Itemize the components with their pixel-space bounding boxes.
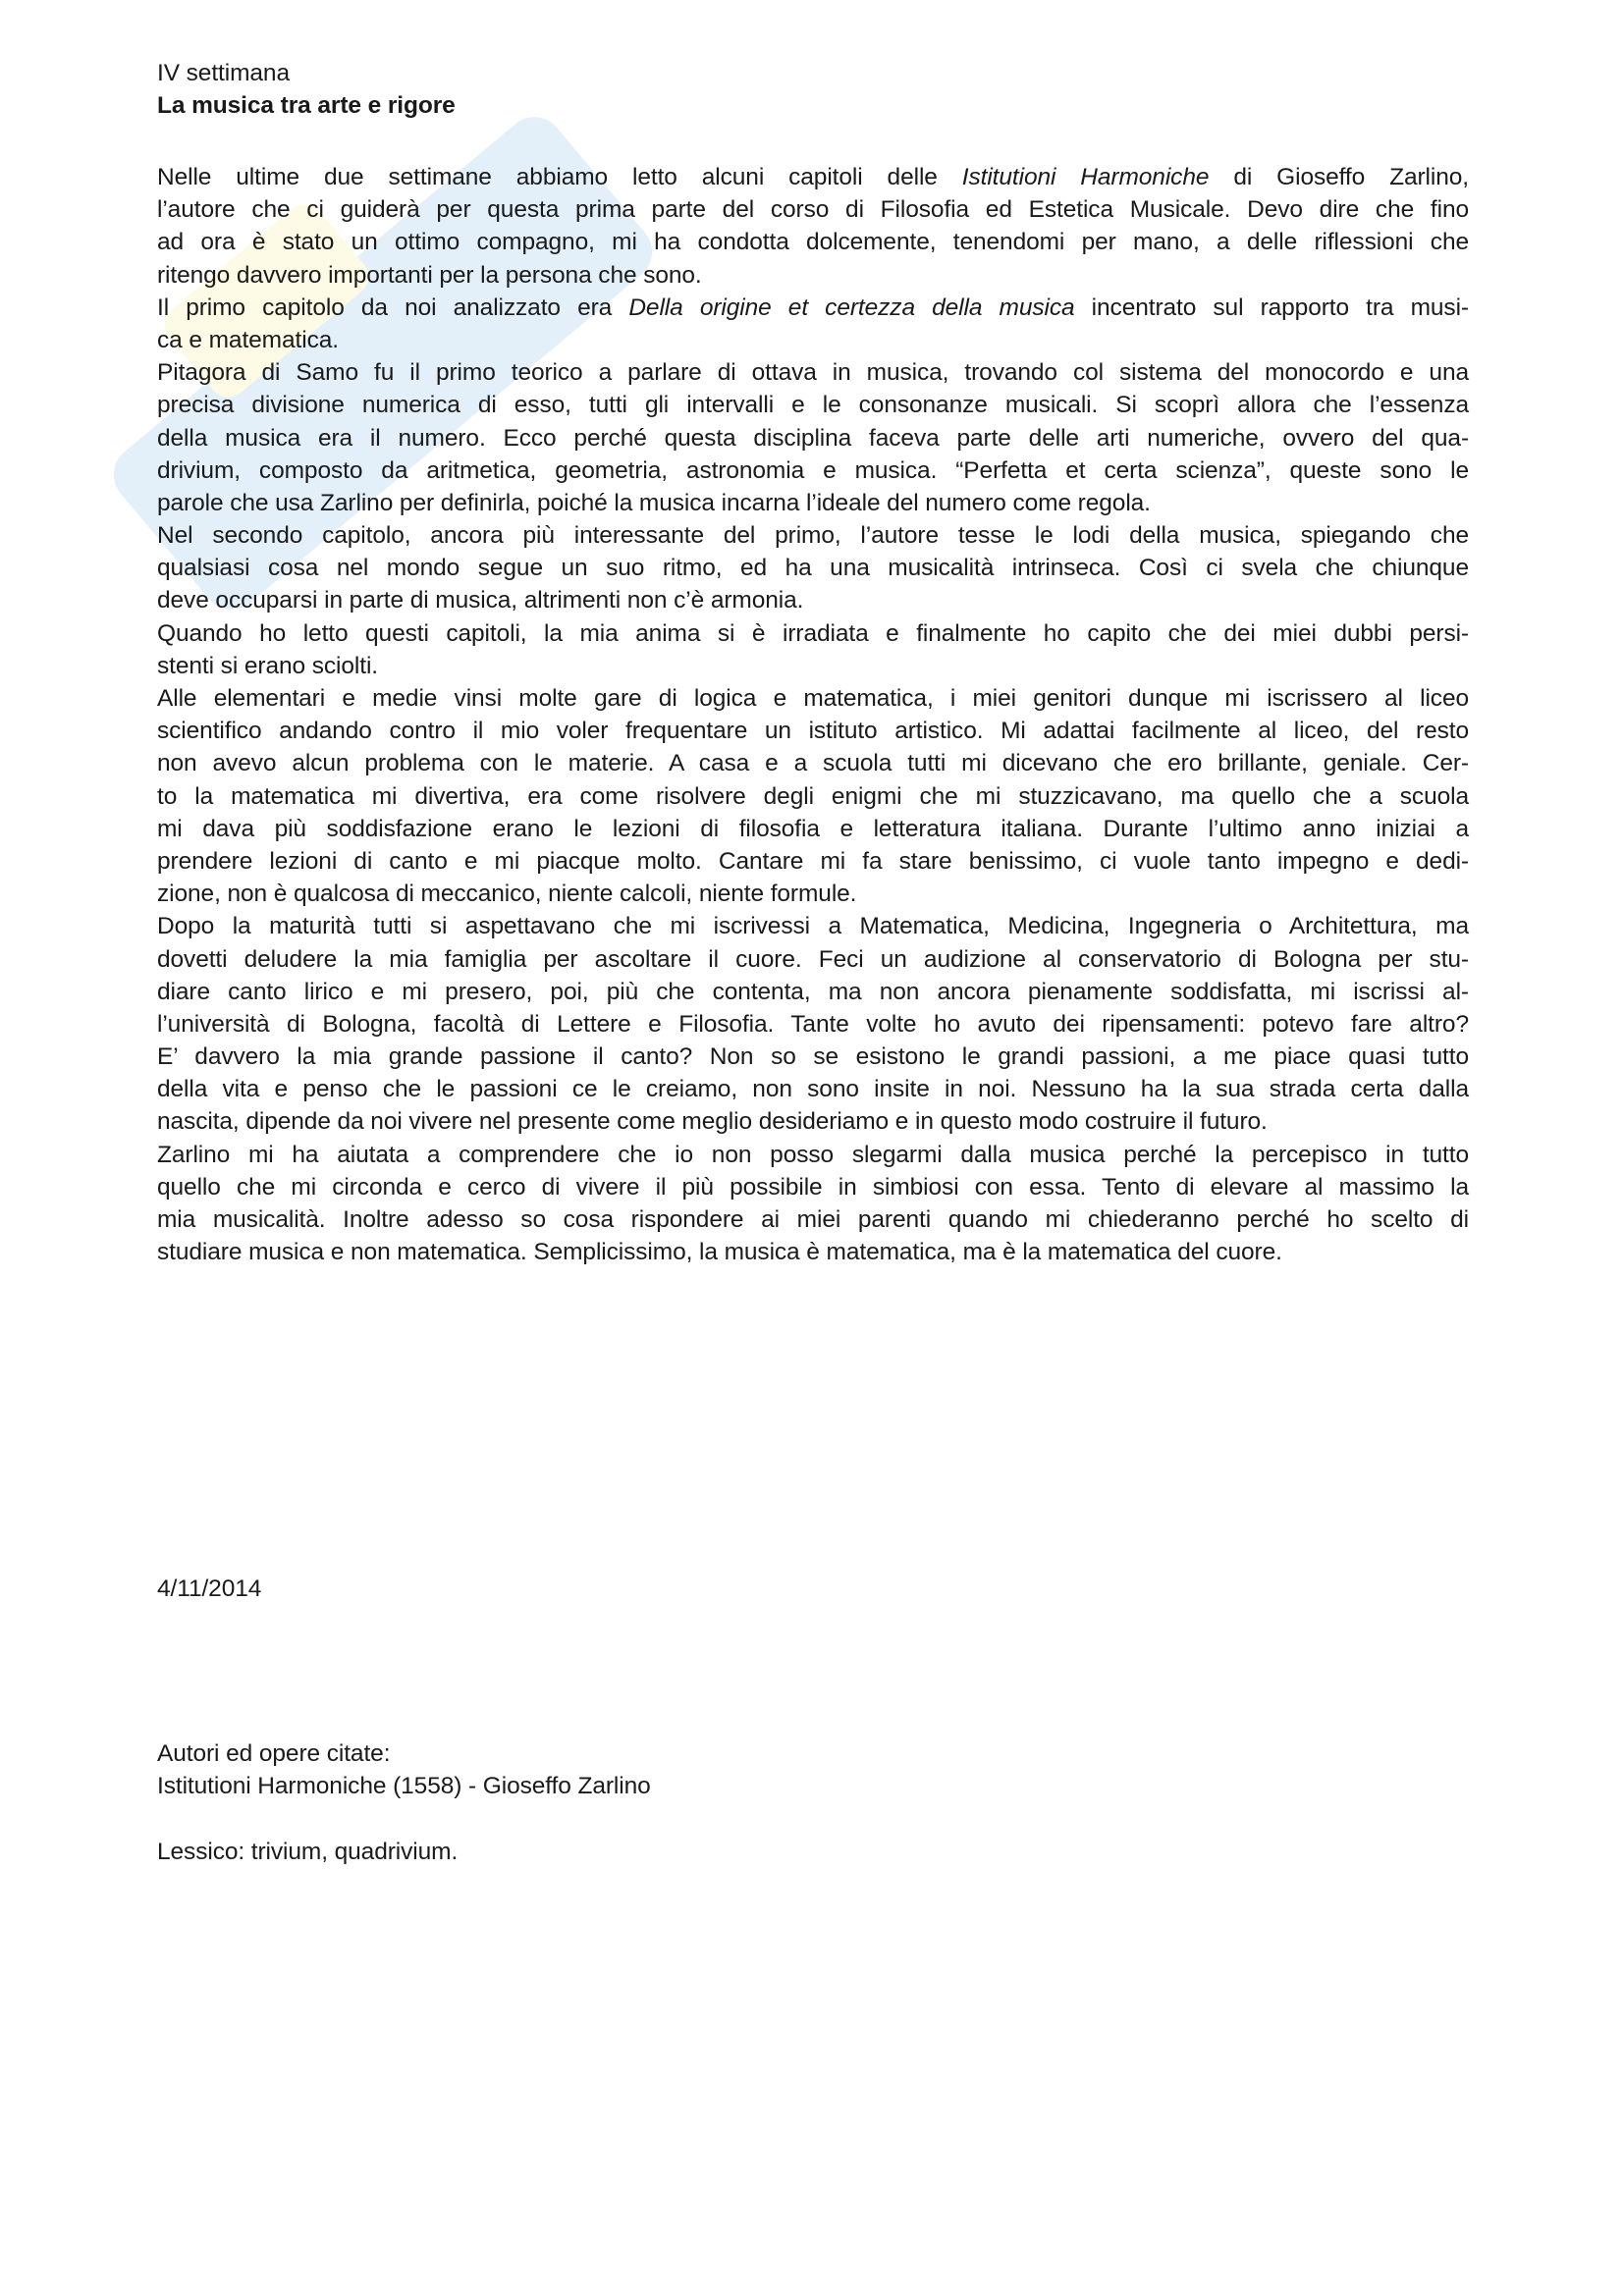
- text-segment: della vita e penso che le passioni ce le creiamo, non sono insite in noi. Nessuno ha la sua strada certa dalla: [157, 1076, 1469, 1103]
- text-line: [157, 259, 1469, 292]
- text-line: [157, 454, 1469, 487]
- text-line: [157, 519, 1469, 552]
- text-line: [157, 650, 1469, 682]
- text-segment: incentrato sul rapporto tra musi-: [1074, 294, 1469, 321]
- text-line: [157, 617, 1469, 650]
- text-line: [157, 487, 1469, 519]
- text-line: [157, 422, 1469, 454]
- text-segment: E’ davvero la mia grande passione il canto? Non so se esistono le grandi passioni, a me piace quasi tutto: [157, 1043, 1469, 1071]
- text-segment: prendere lezioni di canto e mi piacque molto. Cantare mi fa stare benissimo, ci vuole tanto impegno e dedi-: [157, 847, 1469, 875]
- text-line: [157, 292, 1469, 324]
- text-segment: ad ora è stato un ottimo compagno, mi ha condotta dolcemente, tenendomi per mano, a delle riflessioni che: [157, 229, 1469, 256]
- text-line: [157, 878, 1469, 910]
- text-line: [157, 324, 1469, 356]
- text-line: [157, 910, 1469, 942]
- text-segment: quello che mi circonda e cerco di vivere il più possibile in simbiosi con essa. Tento di elevare al massimo la: [157, 1173, 1469, 1201]
- text-segment: Nelle ultime due settimane abbiamo letto alcuni capitoli delle: [157, 164, 962, 190]
- document-body: [157, 161, 1469, 1268]
- text-segment: non avevo alcun problema con le materie. A casa e a scuola tutti mi dicevano che ero brillante, geniale. Cer-: [157, 750, 1469, 777]
- text-segment: diare canto lirico e mi presero, poi, più che contenta, ma non ancora pienamente soddisfatta, mi iscrissi al-: [157, 978, 1469, 1005]
- italic-title-text: Istitutioni Harmoniche: [961, 164, 1210, 190]
- text-line: [157, 584, 1469, 616]
- text-line: [157, 193, 1469, 226]
- text-segment: deve occuparsi in parte di musica, altrimenti non c’è armonia.: [157, 587, 804, 614]
- document-date: 4/11/2014: [157, 1575, 262, 1602]
- text-line: [157, 552, 1469, 584]
- text-line: [157, 1073, 1469, 1105]
- italic-title-text: Della origine et certezza della musica: [628, 294, 1075, 321]
- text-line: [157, 1041, 1469, 1073]
- text-segment: Il primo capitolo da noi analizzato era: [157, 294, 629, 321]
- document-title: La musica tra arte e rigore: [157, 92, 456, 120]
- lessico-block: [157, 1836, 1469, 1868]
- text-segment: ritengo davvero importanti per la persona che sono.: [157, 261, 702, 289]
- text-line: [157, 813, 1469, 845]
- references-block: [157, 1737, 1469, 1802]
- text-line: [157, 682, 1469, 715]
- text-segment: Dopo la maturità tutti si aspettavano che mi iscrivessi a Matematica, Medicina, Ingegneria o Architettura, ma: [157, 913, 1469, 940]
- lessico-text: Lessico: trivium, quadrivium.: [157, 1839, 459, 1865]
- text-line: [157, 1008, 1469, 1041]
- text-line: [157, 747, 1469, 779]
- text-segment: l’autore che ci guiderà per questa prima parte del corso di Filosofia ed Estetica Musicale. Devo dire che fino: [157, 196, 1469, 224]
- text-line: [157, 161, 1469, 193]
- text-line: [157, 356, 1469, 389]
- text-segment: ca e matematica.: [157, 326, 339, 353]
- text-line: [157, 1105, 1469, 1138]
- text-segment: nascita, dipende da noi vivere nel presente come meglio desideriamo e in questo modo costruire il futuro.: [157, 1108, 1268, 1136]
- text-segment: stenti si erano sciolti.: [157, 652, 379, 679]
- references-heading: Autori ed opere citate:: [157, 1740, 391, 1767]
- text-segment: Nel secondo capitolo, ancora più interessante del primo, l’autore tesse le lodi della musica, spiegando che: [157, 522, 1469, 550]
- week-label: IV settimana: [157, 60, 290, 86]
- text-line: [157, 1203, 1469, 1236]
- text-line: [157, 1139, 1469, 1171]
- text-segment: parole che usa Zarlino per definirla, poiché la musica incarna l’ideale del numero come regola.: [157, 489, 1151, 516]
- text-segment: mia musicalità. Inoltre adesso so cosa rispondere ai miei parenti quando mi chiederanno perché ho scelto di: [157, 1206, 1469, 1233]
- text-line: [157, 1236, 1469, 1268]
- text-segment: scientifico andando contro il mio voler frequentare un istituto artistico. Mi adattai facilmente al liceo, del resto: [157, 718, 1469, 745]
- text-line: [157, 780, 1469, 813]
- text-segment: drivium, composto da aritmetica, geometria, astronomia e musica. “Perfetta et certa scienza”, queste sono le: [157, 456, 1469, 484]
- text-segment: l’università di Bologna, facoltà di Lettere e Filosofia. Tante volte ho avuto dei ripensamenti: potevo fare altro?: [157, 1010, 1469, 1038]
- text-segment: Pitagora di Samo fu il primo teorico a parlare di ottava in musica, trovando col sistema del monocordo e una: [157, 359, 1469, 387]
- document-header: [157, 57, 1469, 122]
- reference-item: Istitutioni Harmoniche (1558) - Gioseffo Zarlino: [157, 1773, 651, 1800]
- text-segment: mi dava più soddisfazione erano le lezioni di filosofia e letteratura italiana. Durante l’ultimo anno iniziai a: [157, 815, 1469, 842]
- text-line: [157, 715, 1469, 747]
- text-line: [157, 1171, 1469, 1203]
- text-segment: di Gioseffo Zarlino,: [1209, 164, 1470, 190]
- text-segment: to la matematica mi divertiva, era come risolvere degli enigmi che mi stuzzicavano, ma quello che a scuola: [157, 782, 1469, 810]
- date-block: [157, 1573, 1469, 1605]
- text-line: [157, 389, 1469, 421]
- text-segment: precisa divisione numerica di esso, tutti gli intervalli e le consonanze musicali. Si scoprì allora che l’essenza: [157, 392, 1469, 419]
- text-segment: qualsiasi cosa nel mondo segue un suo ritmo, ed ha una musicalità intrinseca. Così ci svela che chiunque: [157, 555, 1469, 582]
- text-segment: Quando ho letto questi capitoli, la mia anima si è irradiata e finalmente ho capito che dei miei dubbi persi-: [157, 619, 1469, 647]
- text-line: [157, 845, 1469, 878]
- text-line: [157, 226, 1469, 258]
- text-line: [157, 976, 1469, 1008]
- text-segment: Alle elementari e medie vinsi molte gare di logica e matematica, i miei genitori dunque mi iscrissero al liceo: [157, 685, 1469, 712]
- text-segment: della musica era il numero. Ecco perché questa disciplina faceva parte delle arti numeriche, ovvero del qua-: [157, 424, 1469, 452]
- text-segment: zione, non è qualcosa di meccanico, niente calcoli, niente formule.: [157, 881, 857, 908]
- text-segment: studiare musica e non matematica. Semplicissimo, la musica è matematica, ma è la matematica del cuore.: [157, 1239, 1282, 1266]
- text-segment: Zarlino mi ha aiutata a comprendere che io non posso slegarmi dalla musica perché la percepisco in tutto: [157, 1141, 1469, 1168]
- text-segment: dovetti deludere la mia famiglia per ascoltare il cuore. Feci un audizione al conservatorio di Bologna per stu-: [157, 945, 1469, 973]
- text-line: [157, 943, 1469, 976]
